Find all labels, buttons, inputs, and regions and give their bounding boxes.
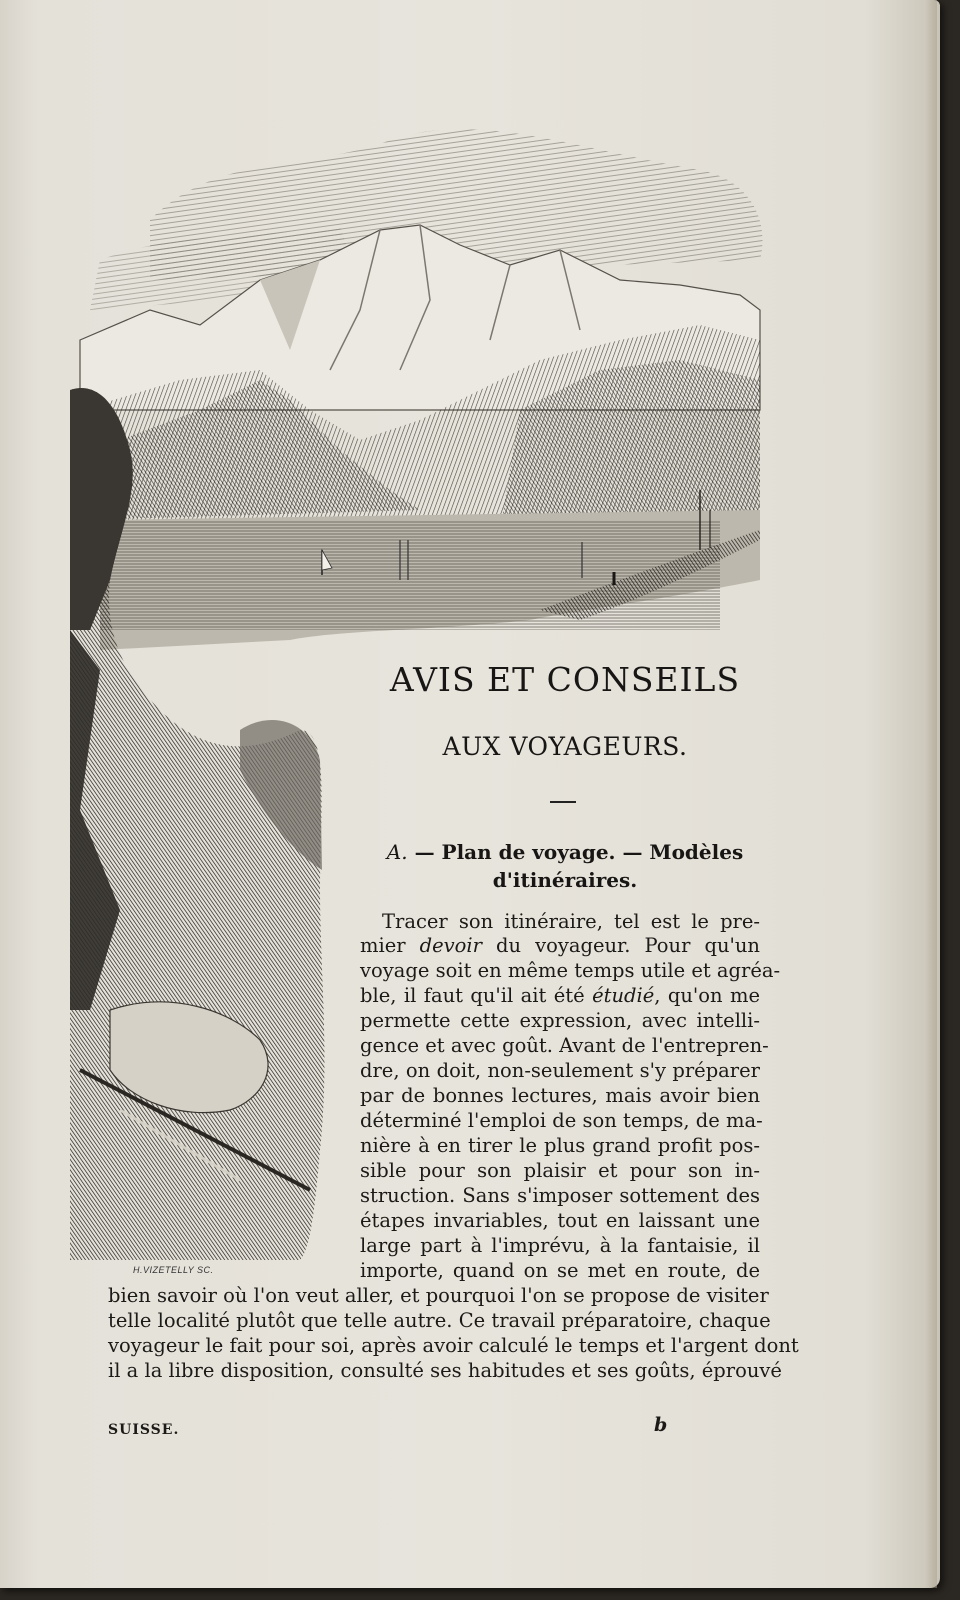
text-line: Tracer son itinéraire, tel est le pre- xyxy=(382,910,760,933)
running-footer-title: SUISSE. xyxy=(108,1422,180,1438)
text-line: nière à en tirer le plus grand profit pos- xyxy=(360,1134,760,1157)
text-line: importe, quand on se met en route, de xyxy=(360,1259,760,1282)
section-heading-line1: — Plan de voyage. — Modèles xyxy=(414,840,744,864)
text-line xyxy=(360,984,760,1008)
text-line: struction. Sans s'imposer sottement des xyxy=(360,1184,760,1207)
chapter-subtitle: AUX VOYAGEURS. xyxy=(442,732,688,761)
text-line: par de bonnes lectures, mais avoir bien xyxy=(360,1084,760,1107)
chapter-title: AVIS ET CONSEILS xyxy=(389,660,741,699)
text-line: voyage soit en même temps utile et agréa- xyxy=(360,959,781,982)
separator-dash xyxy=(550,801,576,803)
text-line: il a la libre disposition, consulté ses habitudes et ses goûts, éprouvé xyxy=(108,1359,782,1382)
text-line: dre, on doit, non-seulement s'y préparer xyxy=(360,1059,760,1082)
section-heading-line2: d'itinéraires. xyxy=(492,868,638,892)
text-line: déterminé l'emploi de son temps, de ma- xyxy=(360,1109,763,1132)
text-run: ble, il faut qu'il ait été xyxy=(360,984,593,1007)
text-line: large part à l'imprévu, à la fantaisie, il xyxy=(360,1234,760,1257)
text-line xyxy=(360,934,760,958)
text-run: du voyageur. Pour qu'un xyxy=(481,934,760,957)
signature-mark: b xyxy=(654,1414,668,1436)
emphasis-devoir: devoir xyxy=(419,934,482,957)
text-line: sible pour son plaisir et pour son in- xyxy=(360,1159,760,1182)
engraver-credit: H.VIZETELLY SC. xyxy=(133,1265,214,1275)
text-run: , qu'on me xyxy=(654,984,760,1007)
page-edge-shadow xyxy=(925,0,937,1588)
text-line: permette cette expression, avec intelli- xyxy=(360,1009,760,1032)
text-line: étapes invariables, tout en laissant une xyxy=(360,1209,760,1232)
text-line: bien savoir où l'on veut aller, et pourquoi l'on se propose de visiter xyxy=(108,1284,769,1307)
section-letter: A. xyxy=(386,840,408,864)
text-run: mier xyxy=(360,934,420,957)
text-line: voyageur le fait pour soi, après avoir calculé le temps et l'argent dont xyxy=(108,1334,799,1357)
emphasis-etudie: étudié xyxy=(592,984,655,1007)
section-heading xyxy=(360,838,770,894)
text-line: telle localité plutôt que telle autre. Ce travail préparatoire, chaque xyxy=(108,1309,771,1332)
text-line: gence et avec goût. Avant de l'entrepren- xyxy=(360,1034,769,1057)
